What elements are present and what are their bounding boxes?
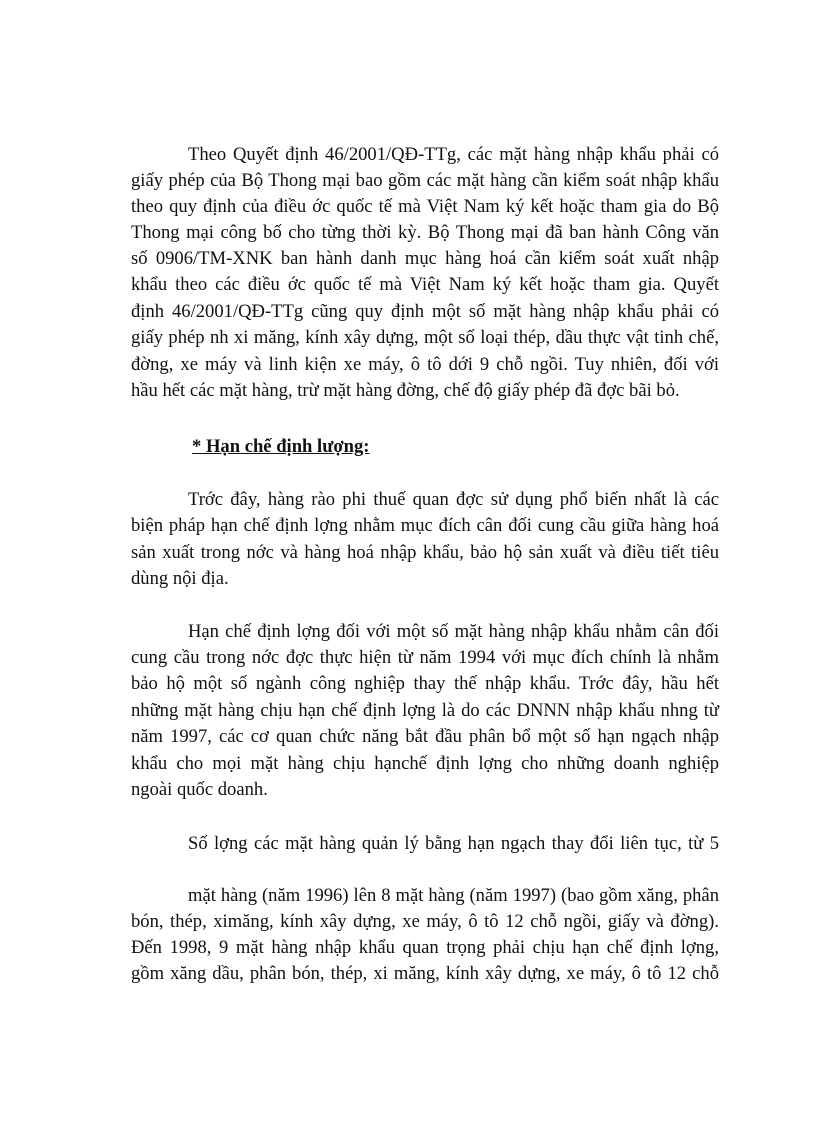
- paragraph-4-line-1: Số lợng các mặt hàng quản lý bằng hạn ngạch thay đổi liên tục, từ 5: [188, 833, 719, 854]
- paragraph-3-line-6: khẩu cho mọi mặt hàng chịu hạnchế định lợng cho những doanh nghiệp: [131, 753, 719, 774]
- paragraph-5-line-4: gồm xăng dầu, phân bón, thép, xi măng, kính xây dựng, xe máy, ô tô 12 chỗ: [131, 963, 719, 984]
- paragraph-1-line-3: theo quy định của điều ớc quốc tế mà Việt Nam ký kết hoặc tham gia do Bộ: [131, 196, 719, 217]
- paragraph-2-line-2: biện pháp hạn chế định lợng nhằm mục đích cân đối cung cầu giữa hàng hoá: [131, 515, 719, 536]
- paragraph-3-line-4: những mặt hàng chịu hạn chế định lợng là do các DNNN nhập khẩu nhng từ: [131, 700, 719, 721]
- paragraph-1-line-8: giấy phép nh xi măng, kính xây dựng, một số loại thép, dầu thực vật tinh chế,: [131, 327, 719, 348]
- paragraph-5-line-1: mặt hàng (năm 1996) lên 8 mặt hàng (năm 1997) (bao gồm xăng, phân: [188, 885, 719, 906]
- paragraph-2-line-1: Trớc đây, hàng rào phi thuế quan đợc sử dụng phổ biến nhất là các: [188, 489, 719, 510]
- paragraph-1-line-10: hầu hết các mặt hàng, trừ mặt hàng đờng, chế độ giấy phép đã đợc bãi bỏ.: [131, 380, 680, 401]
- paragraph-3-line-2: cung cầu trong nớc đợc thực hiện từ năm 1994 với mục đích chính là nhằm: [131, 647, 719, 668]
- paragraph-3-line-7: ngoài quốc doanh.: [131, 779, 268, 800]
- paragraph-1-line-1: Theo Quyết định 46/2001/QĐ-TTg, các mặt hàng nhập khẩu phải có: [188, 144, 719, 165]
- paragraph-3-line-3: bảo hộ một số ngành công nghiệp thay thế nhập khẩu. Trớc đây, hầu hết: [131, 673, 719, 694]
- paragraph-1-line-5: số 0906/TM-XNK ban hành danh mục hàng hoá cần kiểm soát xuất nhập: [131, 248, 719, 269]
- paragraph-1-line-2: giấy phép của Bộ Thong mại bao gồm các mặt hàng cần kiểm soát nhập khẩu: [131, 170, 719, 191]
- paragraph-5-line-2: bón, thép, ximăng, kính xây dựng, xe máy, ô tô 12 chỗ ngồi, giấy và đờng).: [131, 911, 719, 932]
- paragraph-2-line-4: dùng nội địa.: [131, 568, 229, 589]
- paragraph-1-line-4: Thong mại công bố cho từng thời kỳ. Bộ Thong mại đã ban hành Công văn: [131, 222, 719, 243]
- paragraph-1-line-9: đờng, xe máy và linh kiện xe máy, ô tô dới 9 chỗ ngồi. Tuy nhiên, đối với: [131, 354, 719, 375]
- paragraph-2-line-3: sản xuất trong nớc và hàng hoá nhập khẩu, bảo hộ sản xuất và điều tiết tiêu: [131, 542, 719, 563]
- paragraph-5-line-3: Đến 1998, 9 mặt hàng nhập khẩu quan trọng phải chịu hạn chế định lợng,: [131, 937, 719, 958]
- paragraph-3-line-1: Hạn chế định lợng đối với một số mặt hàng nhập khẩu nhằm cân đối: [188, 621, 719, 642]
- paragraph-1-line-6: khẩu theo các điều ớc quốc tế mà Việt Nam ký kết hoặc tham gia. Quyết: [131, 274, 719, 295]
- paragraph-3-line-5: năm 1997, các cơ quan chức năng bắt đầu phân bổ một số hạn ngạch nhập: [131, 726, 719, 747]
- section-heading: * Hạn chế định lượng:: [192, 436, 370, 457]
- paragraph-1-line-7: định 46/2001/QĐ-TTg cũng quy định một số mặt hàng nhập khẩu phải có: [131, 301, 719, 322]
